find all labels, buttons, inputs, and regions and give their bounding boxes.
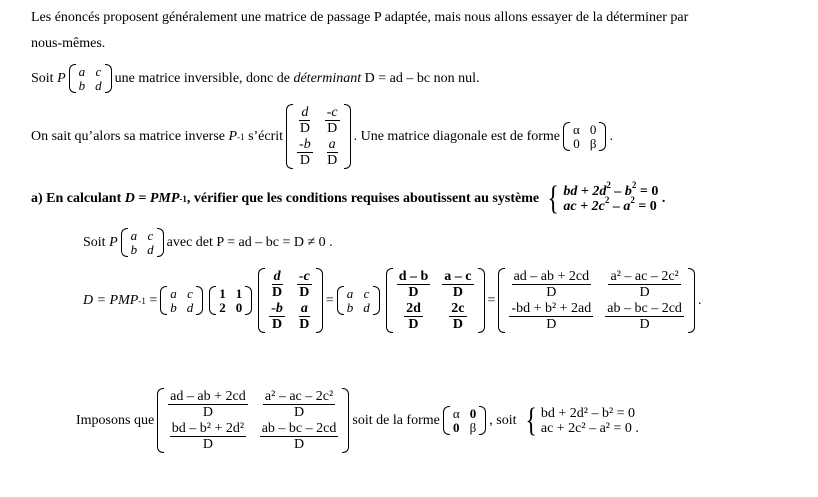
Pinv-symbol: P: [228, 128, 238, 144]
intro-line-2: [31, 36, 105, 52]
matrix-result: $\frac{ad - ab + 2cd}{D}$ $\frac{\text{a² – ac – 2c²}}{D}$ $\frac{\text{-bd + b² + 2ad}}{D}$ $\frac{ab - bc - 2cd}{D}$: [498, 268, 695, 333]
system-a: { bd + $2d^2 - b^2 = 0$ ac + $2c^2 - a^2 = 0$: [547, 180, 659, 217]
imposons-line: [76, 388, 639, 453]
soit-line: [31, 64, 479, 93]
matrix-P-4: a c b d: [337, 286, 380, 315]
system-final: { bd + 2d² – b² = 0 ac + 2c² – a² = 0 .: [524, 401, 639, 439]
P-symbol: P: [57, 70, 66, 86]
question-label: a) En calculant: [31, 191, 122, 206]
imposons-text: Imposons que: [76, 412, 155, 428]
matrix-Pinv-2: $\frac{d}{D}$ $\frac{-c}{D}$ $\frac{-b}{D}$ $\frac{a}{D}$: [258, 268, 323, 333]
non-nul: non nul.: [433, 70, 480, 86]
intro-text-end: nous-mêmes.: [31, 36, 106, 51]
question-eq: D = PMP: [124, 191, 180, 206]
inverse-line: On sait qu’alors sa matrice inverse P -1 s’écrit $\frac{d}{D}$ $\frac{-c}{D}$ $\frac{-b}{D}$ $\frac{a}{D}$ . Une matrice diagonale est de forme α 0 0 β .: [31, 105, 613, 168]
avec-det: avec det P = ad – bc = D ≠ 0 .: [166, 234, 333, 250]
intro-line-1: [31, 10, 688, 26]
computation-line: D = PMP -1 = a c b d 1 1 2 0 $\frac{d}{D}$ $\frac{-c}{D}$ $\frac{-b}{D}$ $\frac{a}{D}$ = a c b d $\frac{d - b}{D}$ $\frac{a - c}{D}$ $\frac{2d}{D}$ $\frac{2c}{D}$ = $\frac{ad - ab + 2cd}{D}$ $\frac{\text{a² – ac – 2c²}}{D}$ $\frac{\text{-bd + b² + 2ad}}{D}$ $\frac{ab - bc - 2cd}{D}$ .: [83, 269, 702, 332]
soit-label-2: Soit: [83, 234, 106, 250]
det-equation: D = ad – bc: [364, 70, 431, 86]
soit-label: Soit: [31, 70, 54, 86]
question-a: a) En calculant D = PMP -1 , vérifier que les conditions requises aboutissent au système { bd + $2d^2 - b^2 = 0$ ac + $2c^2 - a^2 = 0$ .: [31, 180, 666, 217]
on-sait-text: On sait qu’alors sa matrice inverse: [31, 128, 225, 144]
matrix-diag-2: α 0 0 β: [443, 406, 486, 435]
intro-text: Les énoncés proposent généralement une matrice de passage P adaptée, mais nous allons essayer de la déterminer par: [31, 10, 689, 25]
diag-text: . Une matrice diagonale est de forme: [353, 128, 561, 144]
question-text: , vérifier que les conditions requises aboutissent au système: [186, 191, 540, 206]
DPMP-label: D = PMP: [83, 292, 139, 308]
inv-text: une matrice inversible, donc de: [114, 70, 290, 86]
matrix-P-2: a c b d: [121, 228, 164, 257]
matrix-MPinv: $\frac{d - b}{D}$ $\frac{a - c}{D}$ $\frac{2d}{D}$ $\frac{2c}{D}$: [386, 268, 485, 333]
s-ecrit: s’écrit: [248, 128, 284, 144]
matrix-diag: α 0 0 β: [563, 122, 606, 151]
matrix-M: 1 1 2 0: [209, 286, 252, 315]
soit-forme-text: soit de la forme: [352, 412, 440, 428]
matrix-P-3: a c b d: [160, 286, 203, 315]
matrix-P: a c b d: [69, 64, 112, 93]
matrix-Pinv: $\frac{d}{D}$ $\frac{-c}{D}$ $\frac{-b}{D}$ $\frac{a}{D}$: [286, 104, 351, 169]
soit-text-2: , soit: [489, 412, 517, 428]
matrix-impose: $\frac{ad - ab + 2cd}{D}$ $\frac{\text{a² – ac – 2c²}}{D}$ $\frac{\text{bd – b² + 2d²}}{D}$ $\frac{ab - bc - 2cd}{D}$: [157, 388, 349, 453]
determinant-word: déterminant: [293, 70, 362, 86]
soit-det-line: Soit P a c b d avec det P = ad – bc = D ≠ 0 .: [83, 228, 333, 257]
